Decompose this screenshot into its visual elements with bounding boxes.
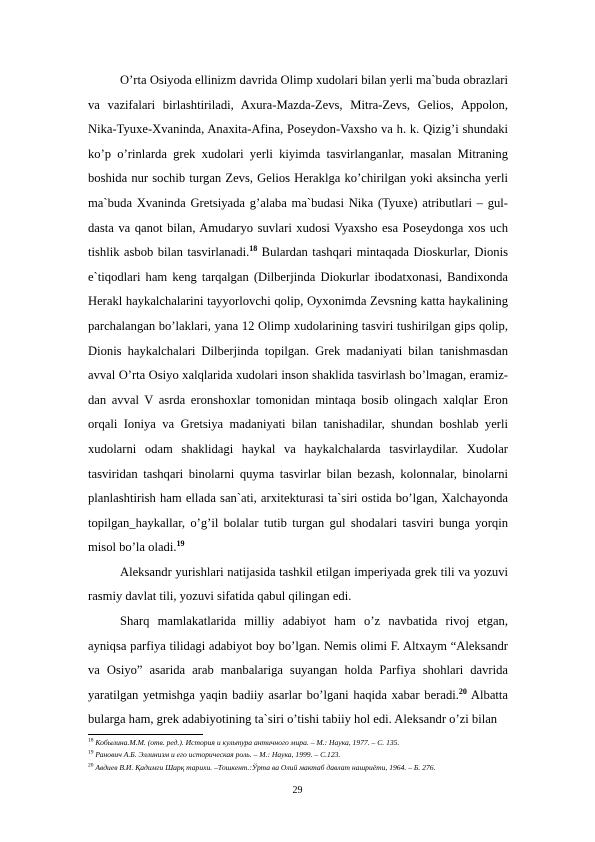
paragraph-text: Sharq mamlakatlarida milliy adabiyot ham o’z navbatida rivoj etgan, ayniqsa parfiya tilidagi adabiyot boy bo’lgan. Nemis olimi F. Altxaym “Aleksandr va Osiyo” asarida arab manbalariga suyangan holda Parfiya shohlari davrida yaratilgan yetmishga yaqin badiiy asarlar bo’lgani haqida xabar beradi. <box>88 614 508 702</box>
footnote <box>88 749 508 761</box>
paragraph-text: Aleksandr yurishlari natijasida tashkil etilgan imperiyada grek tili va yozuvi rasmiy davlat tili, yozuvi sifatida qabul qilingan edi. <box>88 564 508 604</box>
footnotes <box>88 737 508 774</box>
footnote-number: 19 <box>88 749 94 756</box>
footnote <box>88 737 508 749</box>
paragraph-text: Albatta bularga ham, grek adabiyotining ta`siri o’tishi tabiiy hol edi. Aleksandr o’zi bilan <box>88 687 509 727</box>
footnote-text: Кобылина.М.М. (отв. ред.). История и культура античного мира. – М.: Наука, 1977. – С. 135. <box>93 738 400 747</box>
paragraph-text: O’rta Osiyoda ellinizm davrida Olimp xudolari bilan yerli ma`buda obrazlari va vazifalari birlashtiriladi, Axura-Mazda-Zevs, Mitra-Zevs, Gelios, Appolon, Nika-Tyuxe-Xvaninda, Anaxita-Afina, Poseydon-Vaxsho va h. k. Qizig’i shundaki ko’p o’rinlarda grek xudolari yerli kiyimda tasvirlanganlar, masalan Mitraning boshida nur sochib turgan Zevs, Gelios Heraklga ko’chirilgan yoki aksincha yerli ma`buda Xvaninda Gretsiyada g’alaba ma`budasi Nika (Tyuxe) atributlari – gul-dasta va qanot bilan, Amudaryo suvlari xudosi Vyaxsho esa Poseydonga xos uch tishlik asbob bilan tasvirlanadi. <box>88 73 508 260</box>
paragraph-text: Bulardan tashqari mintaqada Dioskurlar, Dionis e`tiqodlari ham keng tarqalgan (Dilberjinda Diokurlar ibodatxonasi, Bandixonda Herakl haykalchalarini tayyorlovchi qolip, Oyxonimda Zevsning katta haykalining parchalangan bo’laklari, yana 12 Olimp xudolarining tasviri tushirilgan gips qolip, Dionis haykalchalari Dilberjinda topilgan. Grek madaniyati bilan tanishmasdan avval O’rta Osiyo xalqlarida xudolari inson shaklida tasvirlash bo’lmagan, eramiz-dan avval V asrda eronshoxlar tomonidan mintaqa bosib olingach xalqlar Eron orqali Ioniya va Gretsiya madaniyati bilan tanishadilar, shundan boshlab yerli xudolarni odam shaklidagi haykal va haykalchalarda tasvirlaydilar. Xudolar tasviridan tashqari binolarni quyma tasvirlar bilan bezash, kolonnalar, binolarni planlashtirish ham ellada san`ati, arxitekturasi ta`siri ostida bo’lgan, Xalchayonda topilgan_haykallar, o’g’il bolalar tutib turgan gul shodalari tasviri bunga yorqin misol bo’la oladi. <box>88 245 508 555</box>
paragraph <box>88 560 508 609</box>
footnote-text: Ранович А.Б. Эллинизм и его историческая роль. – М.: Наука, 1999. – С.123. <box>93 750 341 760</box>
footnote-number: 18 <box>88 737 94 744</box>
footnote-ref[interactable]: 18 <box>249 243 258 253</box>
footnote-ref[interactable]: 19 <box>176 539 185 549</box>
paragraph <box>88 68 508 560</box>
body-text <box>88 68 508 732</box>
footnote-ref[interactable]: 20 <box>458 686 467 696</box>
footnote-separator <box>88 734 203 735</box>
footnote <box>88 762 508 774</box>
footnote-text: Авдиев В.И. Қадимги Шарқ тарихи. –Тошкент.:Ўрта ва Олий мактаб давлат нашриёти, 1964. – Б. 276. <box>93 762 436 772</box>
paragraph <box>88 609 508 732</box>
page-number: 29 <box>292 785 303 796</box>
footnote-number: 20 <box>88 762 94 769</box>
